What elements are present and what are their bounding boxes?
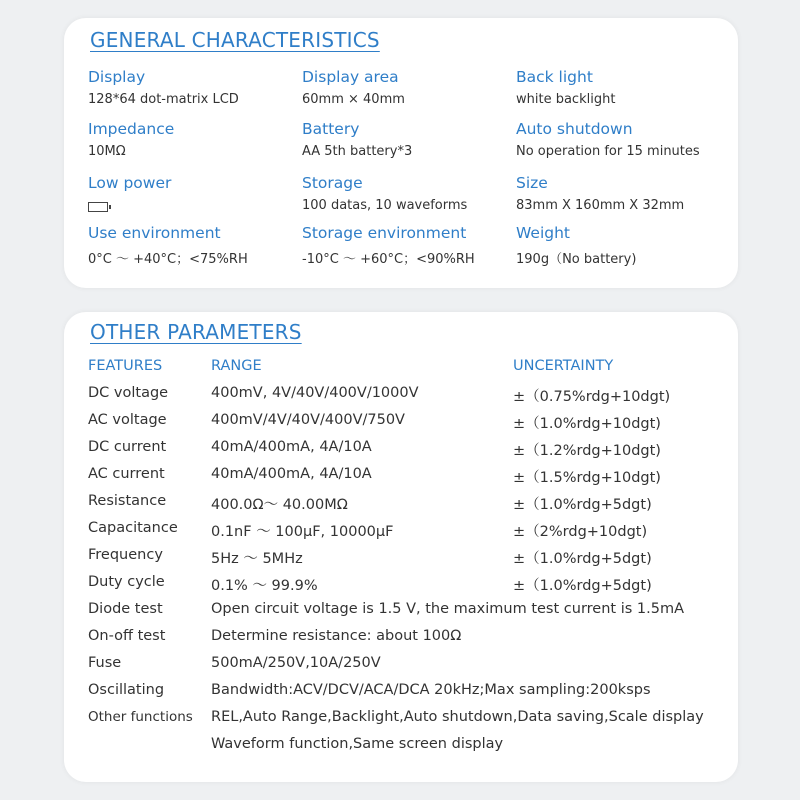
range-cell: 400mV, 4V/40V/400V/1000V — [211, 385, 419, 401]
feature-cell: Duty cycle — [88, 574, 165, 590]
spec-storage — [302, 174, 514, 213]
spec-low-power — [88, 174, 300, 216]
general-characteristics-title: GENERAL CHARACTERISTICS — [90, 28, 380, 52]
general-characteristics-card — [64, 18, 738, 288]
spec-label: Use environment — [88, 224, 221, 242]
spec-value: 10MΩ — [88, 144, 126, 159]
spec-value: 0°C ～ +40°C；<75%RH — [88, 252, 248, 267]
feature-cell: Frequency — [88, 547, 163, 563]
low-battery-icon — [88, 202, 108, 212]
range-cell: 40mA/400mA, 4A/10A — [211, 439, 372, 455]
feature-cell: Fuse — [88, 655, 122, 671]
uncertainty-cell: ±（1.0%rdg+10dgt) — [513, 416, 661, 432]
spec-value: -10°C ～ +60°C；<90%RH — [302, 252, 475, 267]
uncertainty-cell: ±（1.0%rdg+5dgt) — [513, 578, 652, 594]
range-cell: Bandwidth:ACV/DCV/ACA/DCA 20kHz;Max sampling:200ksps — [211, 682, 651, 698]
range-cell: 400mV/4V/40V/400V/750V — [211, 412, 405, 428]
spec-weight — [516, 224, 728, 267]
spec-label: Display — [88, 68, 146, 86]
range-cell: 5Hz ～ 5MHz — [211, 551, 303, 567]
spec-label: Size — [516, 174, 548, 192]
spec-label: Back light — [516, 68, 593, 86]
spec-display — [88, 68, 300, 107]
spec-value: 60mm × 40mm — [302, 92, 405, 107]
spec-label: Impedance — [88, 120, 175, 138]
range-cell: Open circuit voltage is 1.5 V, the maximum test current is 1.5mA — [211, 601, 684, 617]
range-cell: 400.0Ω～ 40.00MΩ — [211, 497, 348, 513]
range-cell: 0.1nF ～ 100μF, 10000μF — [211, 524, 394, 540]
header-features: FEATURES — [88, 358, 163, 374]
spec-value: 128*64 dot-matrix LCD — [88, 92, 239, 107]
feature-cell: On-off test — [88, 628, 166, 644]
spec-label: Weight — [516, 224, 571, 242]
spec-value: 83mm X 160mm X 32mm — [516, 198, 685, 213]
feature-cell: Resistance — [88, 493, 167, 509]
spec-label: Auto shutdown — [516, 120, 633, 138]
spec-label: Storage environment — [302, 224, 467, 242]
spec-value: 100 datas, 10 waveforms — [302, 198, 468, 213]
feature-cell: DC voltage — [88, 385, 169, 401]
feature-cell: AC voltage — [88, 412, 167, 428]
feature-cell: AC current — [88, 466, 165, 482]
uncertainty-cell: ±（0.75%rdg+10dgt) — [513, 389, 671, 405]
spec-value: white backlight — [516, 92, 616, 107]
uncertainty-cell: ±（1.2%rdg+10dgt) — [513, 443, 661, 459]
header-range: RANGE — [211, 358, 262, 374]
feature-cell: Other functions — [88, 709, 193, 725]
spec-use-environment — [88, 224, 300, 267]
other-parameters-title: OTHER PARAMETERS — [90, 320, 302, 344]
uncertainty-cell: ±（1.0%rdg+5dgt) — [513, 497, 652, 513]
range-cell: Determine resistance: about 100Ω — [211, 628, 462, 644]
other-parameters-card — [64, 312, 738, 782]
spec-label: Display area — [302, 68, 399, 86]
range-cell: Waveform function,Same screen display — [211, 736, 504, 752]
feature-cell: Diode test — [88, 601, 163, 617]
spec-storage-environment — [302, 224, 514, 267]
header-uncertainty: UNCERTAINTY — [513, 358, 614, 374]
spec-value: 190g（No battery) — [516, 252, 637, 267]
spec-size — [516, 174, 728, 213]
uncertainty-cell: ±（1.5%rdg+10dgt) — [513, 470, 661, 486]
spec-display-area — [302, 68, 514, 107]
spec-label: Low power — [88, 174, 172, 192]
spec-auto-shutdown — [516, 120, 728, 159]
spec-label: Storage — [302, 174, 363, 192]
spec-back-light — [516, 68, 728, 107]
feature-cell: Oscillating — [88, 682, 165, 698]
spec-battery — [302, 120, 514, 159]
spec-value: AA 5th battery*3 — [302, 144, 413, 159]
spec-value: No operation for 15 minutes — [516, 144, 700, 159]
feature-cell: DC current — [88, 439, 167, 455]
range-cell: 0.1% ～ 99.9% — [211, 578, 318, 594]
feature-cell: Capacitance — [88, 520, 178, 536]
uncertainty-cell: ±（2%rdg+10dgt) — [513, 524, 648, 540]
spec-impedance — [88, 120, 300, 159]
range-cell: 40mA/400mA, 4A/10A — [211, 466, 372, 482]
spec-label: Battery — [302, 120, 360, 138]
range-cell: REL,Auto Range,Backlight,Auto shutdown,Data saving,Scale display — [211, 709, 704, 725]
range-cell: 500mA/250V,10A/250V — [211, 655, 381, 671]
uncertainty-cell: ±（1.0%rdg+5dgt) — [513, 551, 652, 567]
